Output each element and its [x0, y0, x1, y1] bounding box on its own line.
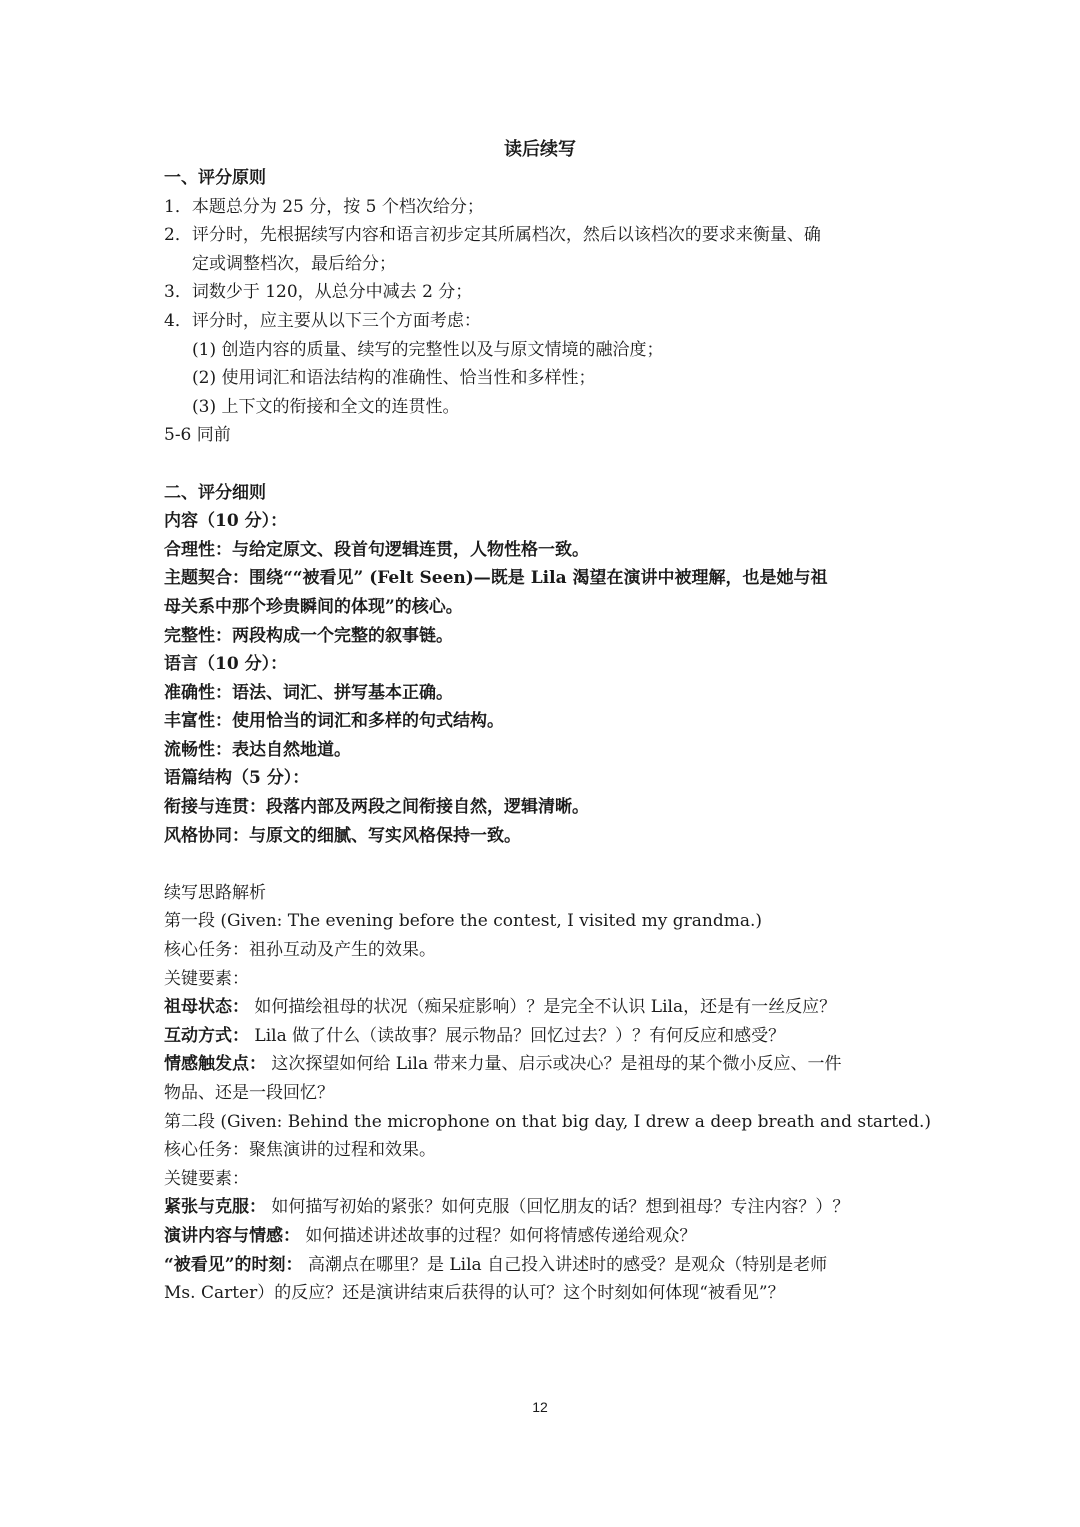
criteria-line: 母关系中那个珍贵瞬间的体现”的核心。: [164, 596, 463, 617]
rule-item-2-cont: 定或调整档次，最后给分；: [192, 253, 396, 274]
spacer: [164, 850, 924, 879]
rule-subitem-3: (3) 上下文的衔接和全文的连贯性。: [192, 396, 460, 417]
key-element-text: Lila 做了什么（读故事？展示物品？回忆过去？）？有何反应和感受？: [249, 1025, 786, 1046]
key-element: [164, 1050, 924, 1079]
section2-heading: 二、评分细则: [164, 482, 266, 503]
key-element-label: 互动方式：: [164, 1025, 249, 1046]
criteria-line: 语言（10 分）：: [164, 654, 288, 675]
criteria-line: 完整性：两段构成一个完整的叙事链。: [164, 625, 453, 646]
paragraph2-task: 核心任务：聚焦演讲的过程和效果。: [164, 1140, 436, 1161]
criteria-line: 衔接与连贯：段落内部及两段之间衔接自然，逻辑清晰。: [164, 797, 589, 818]
key-element-text: 如何描述讲述故事的过程？如何将情感传递给观众？: [300, 1225, 697, 1246]
page-number: 12: [532, 1399, 548, 1415]
section1-heading: 一、评分原则: [164, 168, 266, 188]
key-element-label: “被看见”的时刻：: [164, 1254, 303, 1275]
criteria-line: 丰富性：使用恰当的词汇和多样的句式结构。: [164, 711, 504, 732]
rule-subitem-1: (1) 创造内容的质量、续写的完整性以及与原文情境的融洽度；: [192, 339, 664, 360]
key-element: [164, 1251, 924, 1280]
spacer: [164, 450, 924, 479]
key-element-text: 高潮点在哪里？是 Lila 自己投入讲述时的感受？是观众（特别是老师: [302, 1254, 828, 1275]
key-element-text: 如何描写初始的紧张？如何克服（回忆朋友的话？想到祖母？专注内容？）？: [266, 1197, 850, 1218]
rule-note: 5-6 同前: [164, 425, 231, 446]
content-body: [164, 164, 932, 1308]
paragraph2-key: 关键要素：: [164, 1168, 249, 1189]
key-element-text: 这次探望如何给 Lila 带来力量、启示或决心？是祖母的某个微小反应、一件: [266, 1054, 842, 1075]
key-element: [164, 993, 924, 1022]
criteria-line: 语篇结构（5 分）：: [164, 768, 310, 789]
paragraph2-intro: 第二段 (Given: Behind the microphone on that big day, I drew a deep breath and started.): [164, 1111, 932, 1132]
rule-item-3: 3．词数少于 120，从总分中减去 2 分；: [164, 282, 473, 303]
criteria-line: 合理性：与给定原文、段首句逻辑连贯，人物性格一致。: [164, 539, 589, 560]
key-element-label: 祖母状态：: [164, 997, 249, 1018]
key-element-text: 如何描绘祖母的状况（痴呆症影响）？是完全不认识 Lila，还是有一丝反应？: [249, 997, 837, 1018]
key-element-cont: 物品、还是一段回忆？: [164, 1083, 334, 1103]
criteria-line: 主题契合：围绕““被看见” (Felt Seen)—既是 Lila 渴望在演讲中被理解，也是她与祖: [164, 568, 828, 589]
criteria-line: 风格协同：与原文的细腻、写实风格保持一致。: [164, 825, 521, 846]
paragraph1-intro: 第一段 (Given: The evening before the contest, I visited my grandma.): [164, 911, 763, 932]
criteria-line: 准确性：语法、词汇、拼写基本正确。: [164, 682, 453, 703]
rule-item-4: 4．评分时，应主要从以下三个方面考虑：: [164, 310, 481, 331]
page-title: 读后续写: [504, 139, 576, 160]
key-element: [164, 1022, 924, 1051]
rule-item-1: 1．本题总分为 25 分，按 5 个档次给分；: [164, 196, 484, 217]
paragraph1-key: 关键要素：: [164, 968, 249, 989]
analysis-heading: 续写思路解析: [164, 882, 266, 903]
key-element-label: 演讲内容与情感：: [164, 1225, 300, 1246]
criteria-line: 流畅性：表达自然地道。: [164, 739, 351, 760]
key-element: [164, 1193, 924, 1222]
paragraph1-task: 核心任务：祖孙互动及产生的效果。: [164, 940, 436, 961]
key-element-label: 情感触发点：: [164, 1054, 266, 1075]
rule-subitem-2: (2) 使用词汇和语法结构的准确性、恰当性和多样性；: [192, 368, 596, 389]
key-element-cont: Ms. Carter）的反应？还是演讲结束后获得的认可？这个时刻如何体现“被看见”？: [164, 1283, 785, 1304]
criteria-line: 内容（10 分）：: [164, 511, 288, 532]
rule-item-2: 2．评分时，先根据续写内容和语言初步定其所属档次，然后以该档次的要求来衡量、确: [164, 225, 821, 246]
key-element-label: 紧张与克服：: [164, 1197, 266, 1218]
key-element: [164, 1222, 924, 1251]
